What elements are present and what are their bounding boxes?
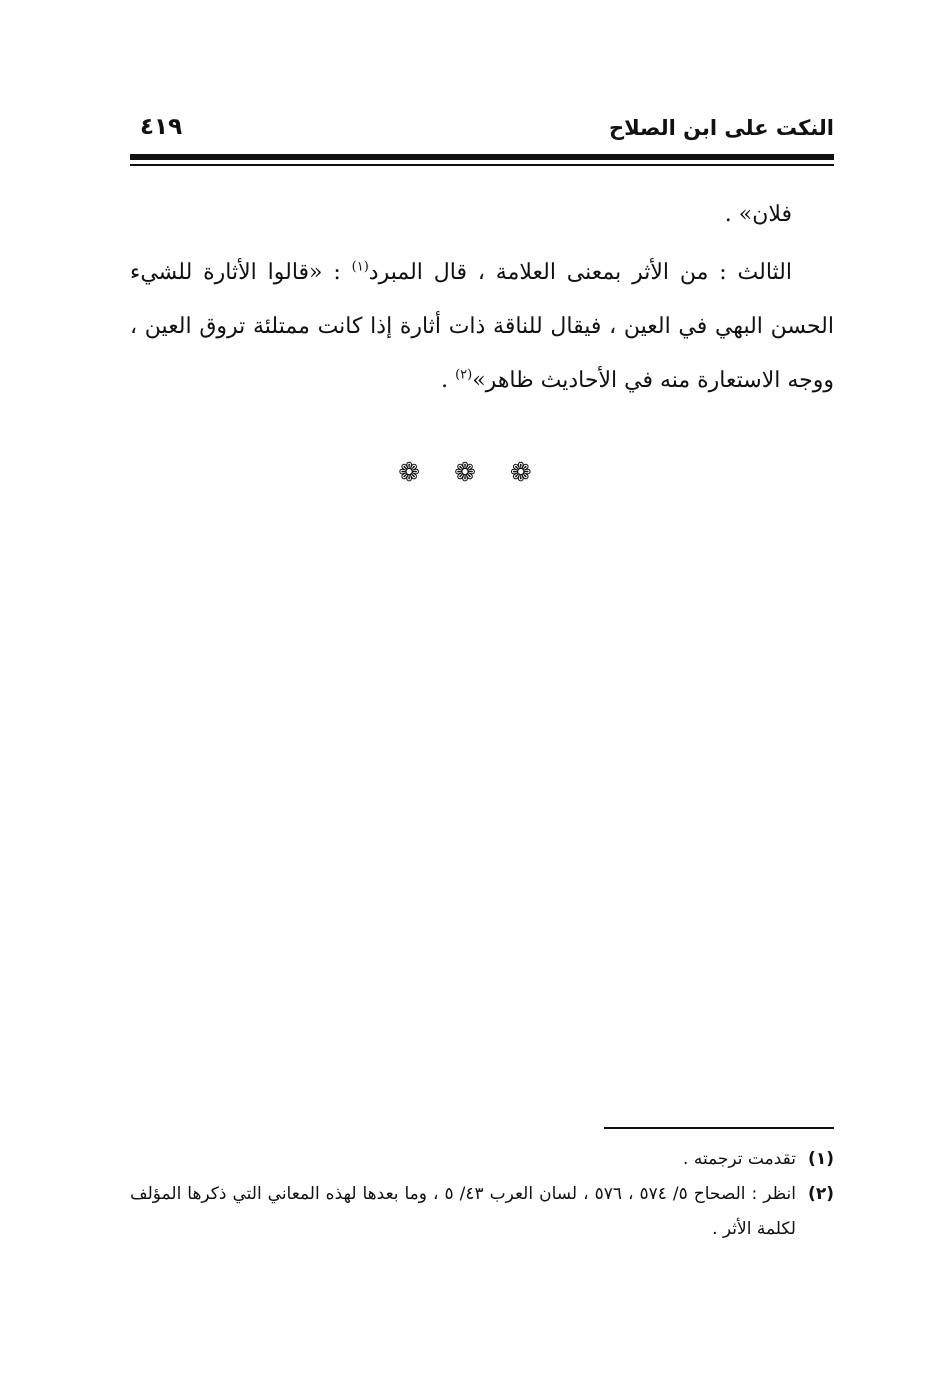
footnote-2 [130,1177,834,1247]
footnote-text: انظر : الصحاح ٥/ ٥٧٤ ، ٥٧٦ ، لسان العرب ٤٣/ ٥ ، وما بعدها لهذه المعاني التي ذكرها المؤلف لكلمة الأثر . [130,1184,797,1239]
footnote-ref-1[interactable]: (١) [351,259,369,275]
page-number: ٤١٩ [140,114,183,140]
paragraph-text-quote: : «قالوا الأثارة للشيء الحسن البهي في العين ، فيقال للناقة ذات أثارة إذا كانت ممتلئة تروق العين ، ووجه الاستعارة منه في الأحاديث ظاهر» [130,260,834,393]
ornament-flower-icon: ❁ [509,458,566,488]
running-title: النكت على ابن الصلاح [608,116,834,140]
main-text [130,188,834,408]
footnotes [130,1142,834,1247]
continuation-line: فلان» . [724,202,792,227]
section-divider-ornaments [0,458,930,488]
header-rule-thick [130,154,834,160]
paragraph-text-end: . [441,368,456,393]
footnote-ref-2[interactable]: (٢) [455,367,473,383]
ornament-flower-icon: ❁ [398,458,455,488]
footnote-marker: (٢) [808,1184,834,1204]
header-rule-thin [130,164,834,166]
paragraph-text-start: الثالث : من الأثر بمعنى العلامة ، قال المبرد [368,260,792,285]
paragraph-third-meaning [130,246,834,408]
ornament-flower-icon: ❁ [454,458,510,488]
footnote-text: تقدمت ترجمته . [683,1149,796,1169]
footnote-separator [604,1127,834,1129]
page-header [130,112,834,152]
footnote-marker: (١) [808,1149,834,1169]
footnote-1 [130,1142,834,1177]
